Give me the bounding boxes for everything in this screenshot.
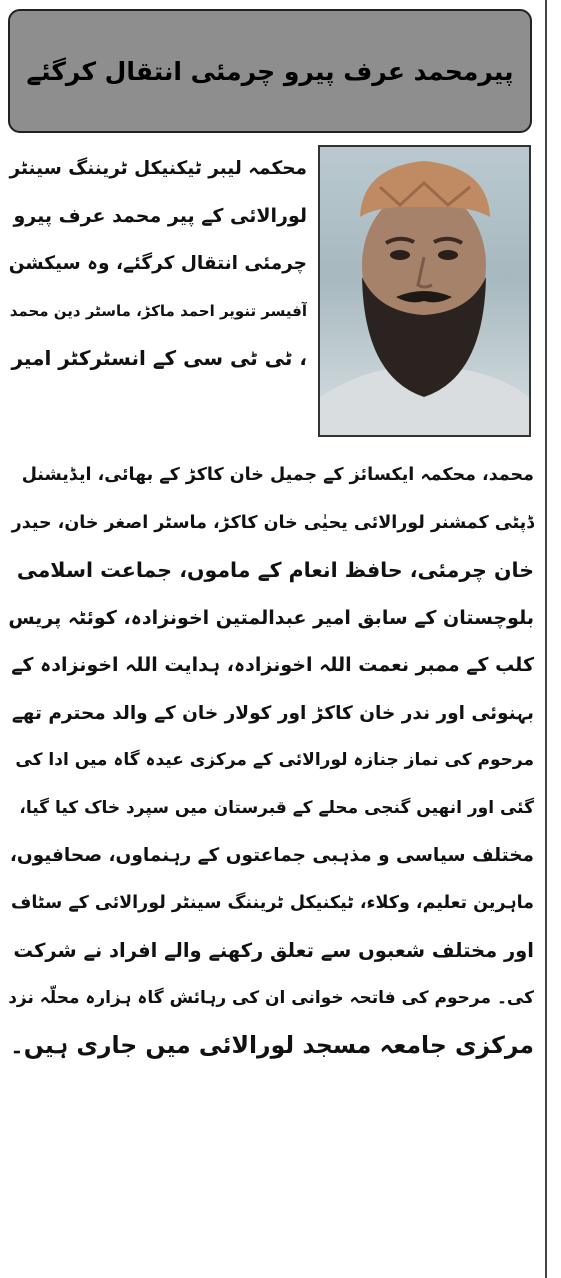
body-line: آفیسر تنویر احمد ماکڑ، ماسٹر دین محمد — [9, 301, 307, 320]
body-line: بہنوئی اور ندر خان کاکڑ اور کولار خان کے والد محترم تھے — [11, 702, 534, 724]
body-full-width — [8, 452, 534, 1070]
headline: پیرمحمد عرف پیرو چرمئی انتقال کرگئے — [26, 56, 514, 86]
body-line: ماہرین تعلیم، وکلاء، ٹیکنیکل ٹریننگ سینٹر لورالائی کے سٹاف — [11, 892, 534, 913]
column-divider — [545, 0, 547, 1278]
body-line: مختلف سیاسی و مذہبی جماعتوں کے رہنماوں، صحافیوں، — [9, 845, 534, 866]
headline-box — [8, 9, 532, 133]
body-line: مرحوم کی نماز جنازہ لورالائی کے مرکزی عیدہ گاہ میں ادا کی — [15, 750, 534, 770]
body-line: ڈپٹی کمشنر لورالائی یحیٰی خان کاکڑ، ماسٹر اصغر خان، حیدر — [11, 512, 534, 533]
body-line: ، ٹی ٹی سی کے انسٹرکٹر امیر — [11, 346, 307, 370]
body-beside-photo — [7, 145, 307, 383]
body-line: اور مختلف شعبوں سے تعلق رکھنے والے افراد نے شرکت — [13, 939, 534, 962]
body-line: محمد، محکمہ ایکسائز کے جمیل خان کاکڑ کے بھائی، ایڈیشنل — [21, 465, 534, 485]
body-line: گئی اور انھیں گنجی محلے کے قبرستان میں سپرد خاک کیا گیا، — [19, 797, 534, 818]
body-line: چرمئی انتقال کرگئے، وہ سیکشن — [8, 253, 307, 274]
body-line: بلوچستان کے سابق امیر عبدالمتین اخونزادہ، کوئٹہ پریس — [8, 606, 534, 629]
portrait-illustration — [320, 147, 529, 435]
body-line: کلب کے ممبر نعمت اللہ اخونزادہ، ہدایت اللہ اخونزادہ کے — [11, 654, 534, 676]
body-line: محکمہ لیبر ٹیکنیکل ٹریننگ سینٹر — [9, 158, 307, 179]
body-line: لورالائی کے پیر محمد عرف پیرو — [13, 204, 307, 227]
body-line: خان چرمئی، حافظ انعام کے ماموں، جماعت اسلامی — [16, 558, 534, 582]
body-line: کی۔ مرحوم کی فاتحہ خوانی ان کی رہائش گاہ ہزارہ محلّہ نزد — [8, 987, 534, 1008]
body-line: مرکزی جامعہ مسجد لورالائی میں جاری ہیں۔ — [9, 1031, 534, 1059]
portrait-photo — [318, 145, 531, 437]
